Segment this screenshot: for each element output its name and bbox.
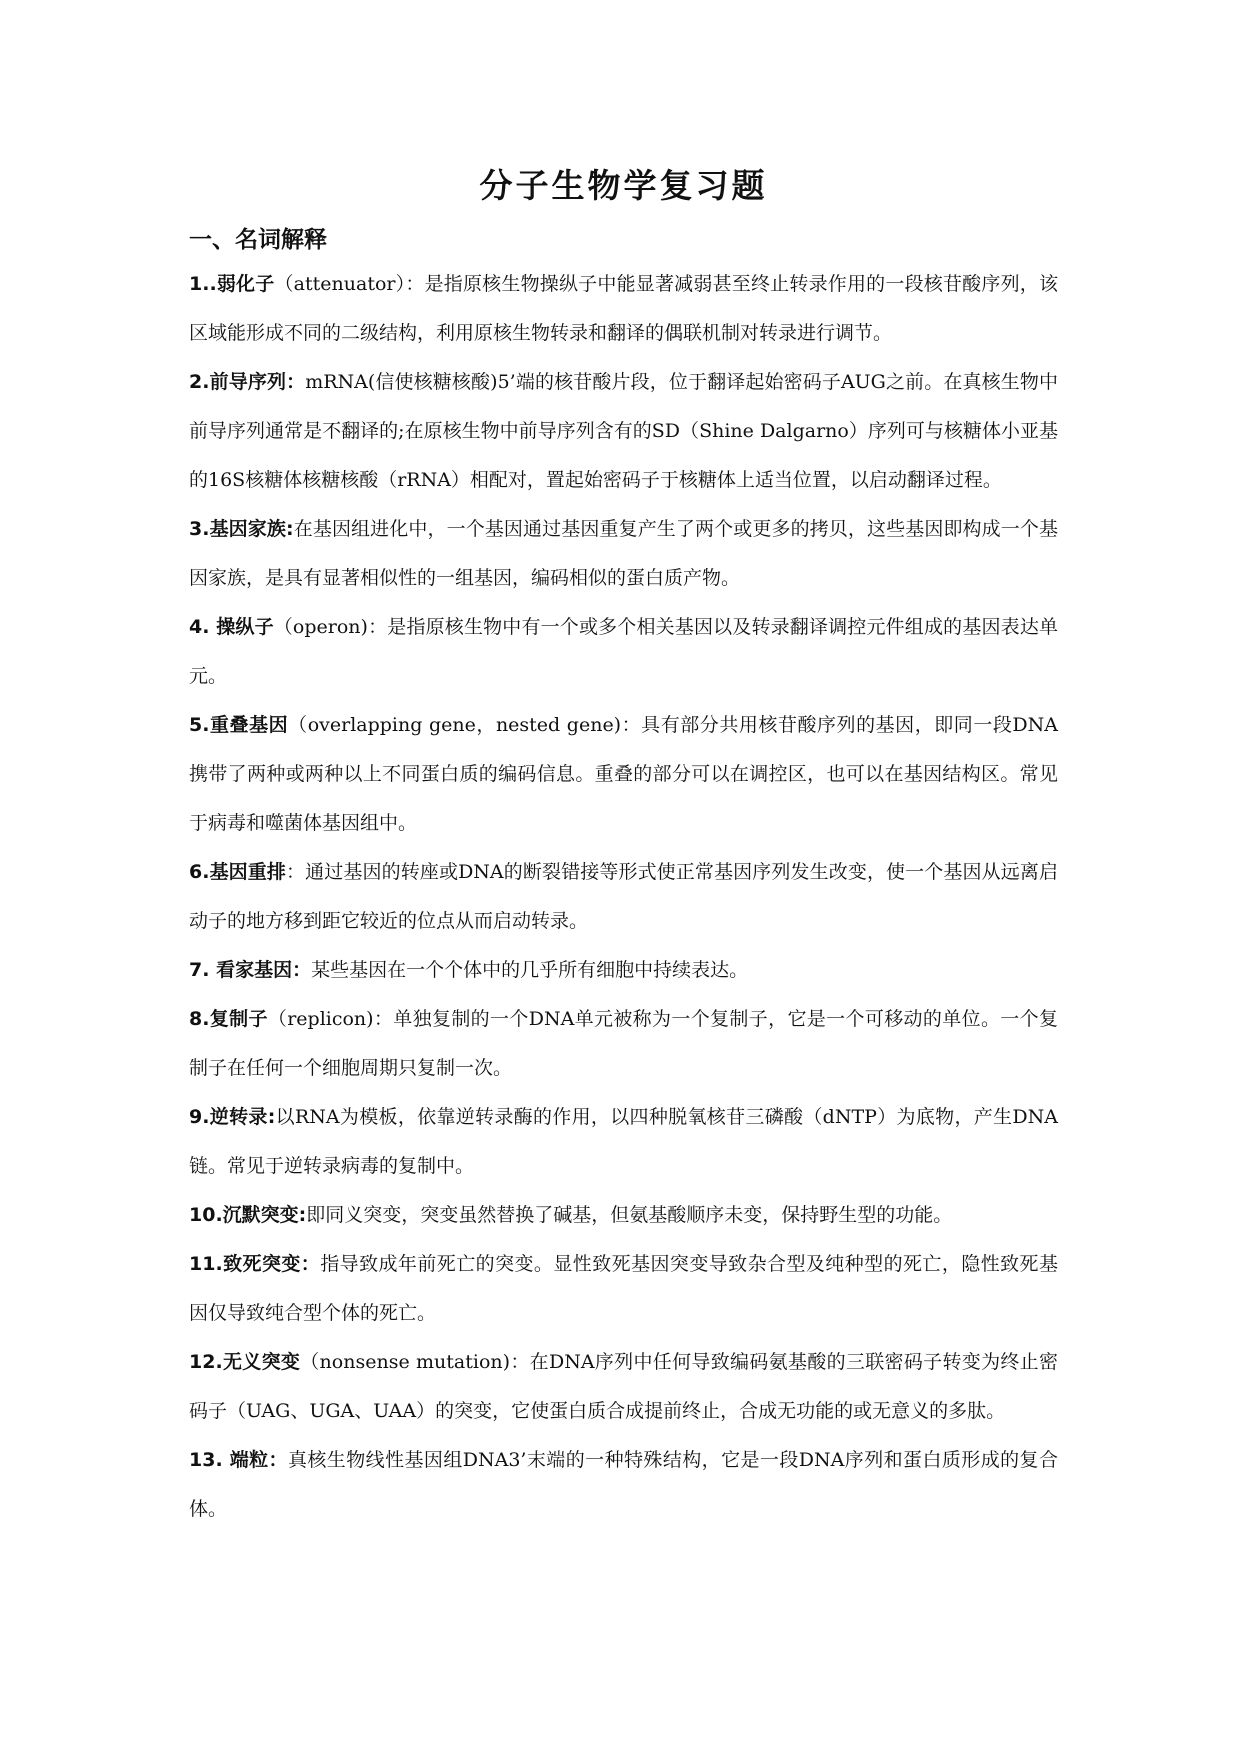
glossary-entry bbox=[189, 1240, 1058, 1338]
glossary-entry bbox=[189, 946, 1058, 995]
glossary-entry bbox=[189, 848, 1058, 946]
entry-term: 重叠基因 bbox=[209, 714, 289, 736]
entry-number: 13. bbox=[189, 1449, 230, 1471]
entry-number: 1.. bbox=[189, 273, 217, 295]
entry-definition: 某些基因在一个个体中的几乎所有细胞中持续表达。 bbox=[311, 959, 749, 981]
entry-number: 4. bbox=[189, 616, 217, 638]
entry-number: 2. bbox=[189, 371, 210, 393]
entry-number: 5. bbox=[189, 714, 210, 736]
entry-definition: （operon)：是指原核生物中有一个或多个相关基因以及转录翻译调控元件组成的基因表达单元。 bbox=[189, 616, 1058, 687]
entry-term: 沉默突变: bbox=[222, 1204, 307, 1226]
entry-definition: 即同义突变，突变虽然替换了碱基，但氨基酸顺序未变，保持野生型的功能。 bbox=[306, 1204, 953, 1226]
glossary-entry bbox=[189, 505, 1058, 603]
glossary-entry bbox=[189, 260, 1058, 358]
entry-number: 12. bbox=[189, 1351, 223, 1373]
entry-number: 10. bbox=[189, 1204, 223, 1226]
glossary-entry bbox=[189, 358, 1058, 505]
entry-number: 3. bbox=[189, 518, 210, 540]
document-title: 分子生物学复习题 bbox=[479, 166, 768, 205]
entry-number: 11. bbox=[189, 1253, 223, 1275]
entry-definition: 真核生物线性基因组DNA3’末端的一种特殊结构，它是一段DNA序列和蛋白质形成的复合体。 bbox=[189, 1449, 1058, 1520]
entry-definition: 在基因组进化中，一个基因通过基因重复产生了两个或更多的拷贝，这些基因即构成一个基因家族，是具有显著相似性的一组基因，编码相似的蛋白质产物。 bbox=[189, 518, 1058, 589]
entry-definition: ：通过基因的转座或DNA的断裂错接等形式使正常基因序列发生改变，使一个基因从远离启动子的地方移到距它较近的位点从而启动转录。 bbox=[189, 861, 1058, 932]
glossary-entry bbox=[189, 701, 1058, 848]
section-heading: 一、名词解释 bbox=[189, 227, 327, 253]
entry-term: 基因家族: bbox=[209, 518, 294, 540]
glossary-entry bbox=[189, 603, 1058, 701]
glossary-entry bbox=[189, 1093, 1058, 1191]
entry-term: 逆转录: bbox=[209, 1106, 276, 1128]
entry-number: 6. bbox=[189, 861, 210, 883]
entry-term: 看家基因： bbox=[216, 959, 312, 981]
entry-term: 操纵子 bbox=[216, 616, 274, 638]
entry-term: 复制子 bbox=[209, 1008, 268, 1030]
entry-definition: mRNA(信使核糖核酸)5’端的核苷酸片段，位于翻译起始密码子AUG之前。在真核生物中前导序列通常是不翻译的;在原核生物中前导序列含有的SD（Shine Dalgarno）序列可与核糖体小亚基的16S核糖体核糖核酸（rRNA）相配对，置起始密码子于核糖体上适当位置，以启动翻译过程。 bbox=[189, 371, 1058, 491]
entry-definition: 指导致成年前死亡的突变。显性致死基因突变导致杂合型及纯种型的死亡，隐性致死基因仅导致纯合型个体的死亡。 bbox=[189, 1253, 1058, 1324]
entry-term: 端粒： bbox=[229, 1449, 288, 1471]
entry-term: 基因重排 bbox=[209, 861, 287, 883]
entry-term: 致死突变： bbox=[222, 1253, 321, 1275]
entry-number: 8. bbox=[189, 1008, 210, 1030]
entry-term: 无义突变 bbox=[222, 1351, 301, 1373]
entry-definition: （nonsense mutation)：在DNA序列中任何导致编码氨基酸的三联密码子转变为终止密码子（UAG、UGA、UAA）的突变，它使蛋白质合成提前终止，合成无功能的或无意义的多肽。 bbox=[189, 1351, 1058, 1422]
entry-definition: 以RNA为模板，依靠逆转录酶的作用，以四种脱氧核苷三磷酸（dNTP）为底物，产生DNA链。常见于逆转录病毒的复制中。 bbox=[189, 1106, 1058, 1177]
entry-term: 弱化子 bbox=[216, 273, 275, 295]
entry-definition: （replicon)：单独复制的一个DNA单元被称为一个复制子，它是一个可移动的单位。一个复制子在任何一个细胞周期只复制一次。 bbox=[189, 1008, 1058, 1079]
entry-definition: （attenuator）：是指原核生物操纵子中能显著减弱甚至终止转录作用的一段核苷酸序列，该区域能形成不同的二级结构，利用原核生物转录和翻译的偶联机制对转录进行调节。 bbox=[189, 273, 1058, 344]
entry-definition: （overlapping gene，nested gene)：具有部分共用核苷酸序列的基因，即同一段DNA携带了两种或两种以上不同蛋白质的编码信息。重叠的部分可以在调控区，也可以在基因结构区。常见于病毒和噬菌体基因组中。 bbox=[189, 714, 1058, 834]
glossary-entry bbox=[189, 1338, 1058, 1436]
entry-number: 7. bbox=[189, 959, 217, 981]
entry-number: 9. bbox=[189, 1106, 210, 1128]
entry-term: 前导序列： bbox=[209, 371, 306, 393]
glossary-entry bbox=[189, 995, 1058, 1093]
glossary-entry bbox=[189, 1436, 1058, 1534]
glossary-list bbox=[189, 260, 1058, 1534]
glossary-entry bbox=[189, 1191, 1058, 1240]
